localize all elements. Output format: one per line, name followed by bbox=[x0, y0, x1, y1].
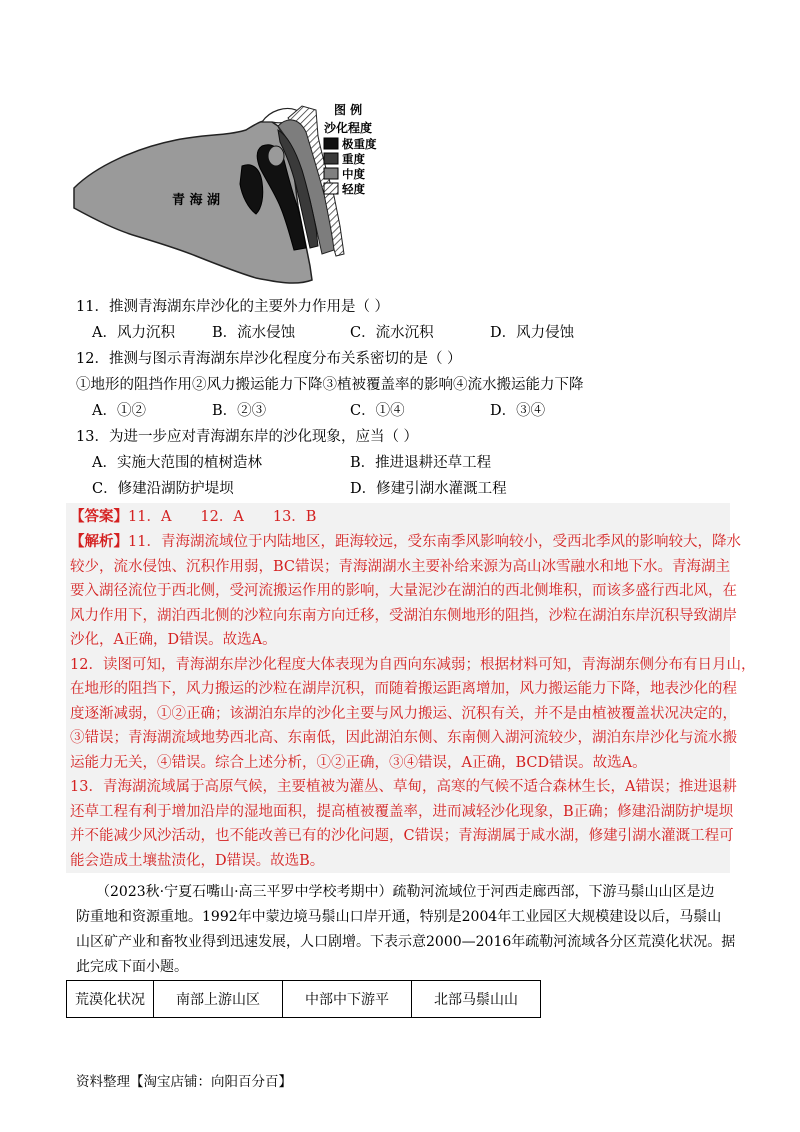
analysis-line-10: 13．青海湖流域属于高原气候，主要植被为灌丛、草甸，高寒的气候不适合森林生长，A错误；推进退耕 bbox=[70, 779, 737, 795]
table-header-cell: 中部中下游平 bbox=[283, 981, 412, 1018]
analysis-line-7: 度逐渐减弱，①②正确；该湖泊东岸的沙化主要与风力搬运、沉积有关，并不是由植被覆盖状况决定的， bbox=[70, 705, 737, 722]
q11-option-c[interactable]: C．流水沉积 bbox=[350, 325, 434, 341]
table-header-cell: 南部上游山区 bbox=[154, 981, 283, 1018]
q13-stem: 13．为进一步应对青海湖东岸的沙化现象，应当（ ） bbox=[76, 429, 419, 445]
analysis-lines bbox=[70, 530, 756, 873]
legend-subtitle: 沙化程度 bbox=[324, 121, 373, 135]
q13-option-a[interactable]: A．实施大范围的植树造林 bbox=[92, 455, 262, 471]
q11-option-d[interactable]: D．风力侵蚀 bbox=[490, 325, 575, 341]
legend-swatch-extreme bbox=[324, 138, 338, 149]
q11-option-a[interactable]: A．风力沉积 bbox=[92, 325, 175, 341]
passage-line-3: 此完成下面小题。 bbox=[76, 959, 188, 975]
desertification-map bbox=[66, 96, 406, 292]
legend-swatch-light bbox=[324, 183, 338, 194]
q12-option-d[interactable]: D．③④ bbox=[490, 403, 546, 419]
q13-option-b[interactable]: B．推进退耕还草工程 bbox=[350, 455, 492, 471]
q12-option-b[interactable]: B．②③ bbox=[212, 403, 267, 419]
legend-label-light: 轻度 bbox=[342, 182, 365, 196]
q12-stem: 12．推测与图示青海湖东岸沙化程度分布关系密切的是（ ） bbox=[76, 351, 462, 367]
analysis-line-1: 较少，流水侵蚀、沉积作用弱，BC错误；青海湖湖水主要补给来源为高山冰雪融水和地下水。青海湖主 bbox=[70, 558, 731, 575]
q12-items: ①地形的阻挡作用②风力搬运能力下降③植被覆盖率的影响④流水搬运能力下降 bbox=[76, 377, 584, 393]
q12-option-c[interactable]: C．①④ bbox=[350, 403, 405, 419]
analysis-line-8: ③错误；青海湖流域地势西北高、东南低，因此湖泊东侧、东南侧入湖河流较少，湖泊东岸沙化与流水搬 bbox=[70, 730, 737, 746]
analysis-line-5: 12．读图可知，青海湖东岸沙化程度大体表现为自西向东减弱；根据材料可知，青海湖东侧分布有日月山， bbox=[70, 656, 756, 673]
page-footer: 资料整理【淘宝店铺：向阳百分百】 bbox=[76, 1074, 292, 1090]
q13-option-c[interactable]: C．修建沿湖防护堤坝 bbox=[92, 481, 234, 497]
legend-swatch-medium bbox=[324, 168, 338, 179]
answer-label: 【答案】 bbox=[70, 508, 128, 525]
table-header-cell: 北部马鬃山山 bbox=[412, 981, 541, 1018]
legend-label-extreme: 极重度 bbox=[342, 137, 377, 151]
passage-line-0: （2023秋·宁夏石嘴山·高三平罗中学校考期中）疏勒河流域位于河西走廊西部，下游马鬃山山区是边 bbox=[96, 884, 715, 900]
passage-line-2: 山区矿产业和畜牧业得到迅速发展，人口剧增。下表示意2000—2016年疏勒河流域各分区荒漠化状况。据 bbox=[76, 934, 736, 950]
analysis-line-2: 要入湖径流位于西北侧，受河流搬运作用的影响，大量泥沙在湖泊的西北侧堆积，而该多盛行西北风，在 bbox=[70, 583, 737, 599]
analysis-line-0: 【解析】11．青海湖流域位于内陆地区，距海较远，受东南季风影响较小，受西北季风的影响较大，降水 bbox=[70, 533, 741, 550]
legend-label-heavy: 重度 bbox=[342, 152, 365, 166]
q12-option-a[interactable]: A．①② bbox=[92, 403, 146, 419]
q13-option-d[interactable]: D．修建引湖水灌溉工程 bbox=[350, 481, 507, 497]
analysis-line-6: 在地形的阻挡下，风力搬运的沙粒在湖岸沉积，而随着搬运距离增加，风力搬运能力下降，地表沙化的程 bbox=[70, 681, 737, 697]
lake-label: 青 海 湖 bbox=[172, 193, 221, 208]
legend-label-medium: 中度 bbox=[342, 167, 365, 181]
q11-option-b[interactable]: B．流水侵蚀 bbox=[212, 325, 296, 341]
analysis-line-11: 还草工程有利于增加沿岸的湿地面积，提高植被覆盖率，进而减轻沙化现象，B正确；修建沿湖防护堤坝 bbox=[70, 803, 734, 820]
answer-values: 11．A 12．A 13．B bbox=[128, 509, 317, 525]
analysis-line-13: 能会造成土壤盐渍化，D错误。故选B。 bbox=[70, 852, 325, 869]
answer-line bbox=[70, 505, 730, 530]
passage-line-1: 防重地和资源重地。1992年中蒙边境马鬃山口岸开通，特别是2004年工业园区大规模建设以后，马鬃山 bbox=[76, 909, 722, 925]
analysis-line-4: 沙化，A正确，D错误。故选A。 bbox=[70, 632, 277, 648]
table-header-row bbox=[67, 981, 541, 1018]
table-header-cell: 荒漠化状况 bbox=[67, 981, 154, 1018]
legend-title: 图 例 bbox=[334, 103, 363, 117]
legend-swatch-heavy bbox=[324, 153, 338, 164]
analysis-line-12: 并不能减少风沙活动，也不能改善已有的沙化问题，C错误；青海湖属于咸水湖，修建引湖水灌溉工程可 bbox=[70, 828, 734, 844]
desertification-table bbox=[66, 980, 541, 1018]
analysis-line-3: 风力作用下，湖泊西北侧的沙粒向东南方向迁移，受湖泊东侧地形的阻挡，沙粒在湖泊东岸沉积导致湖岸 bbox=[70, 607, 737, 624]
analysis-line-9: 运能力无关，④错误。综合上述分析，①②正确，③④错误，A正确，BCD错误。故选A。 bbox=[70, 754, 647, 771]
q11-stem: 11．推测青海湖东岸沙化的主要外力作用是（ ） bbox=[76, 299, 390, 315]
analysis-label: 【解析】 bbox=[70, 533, 128, 550]
